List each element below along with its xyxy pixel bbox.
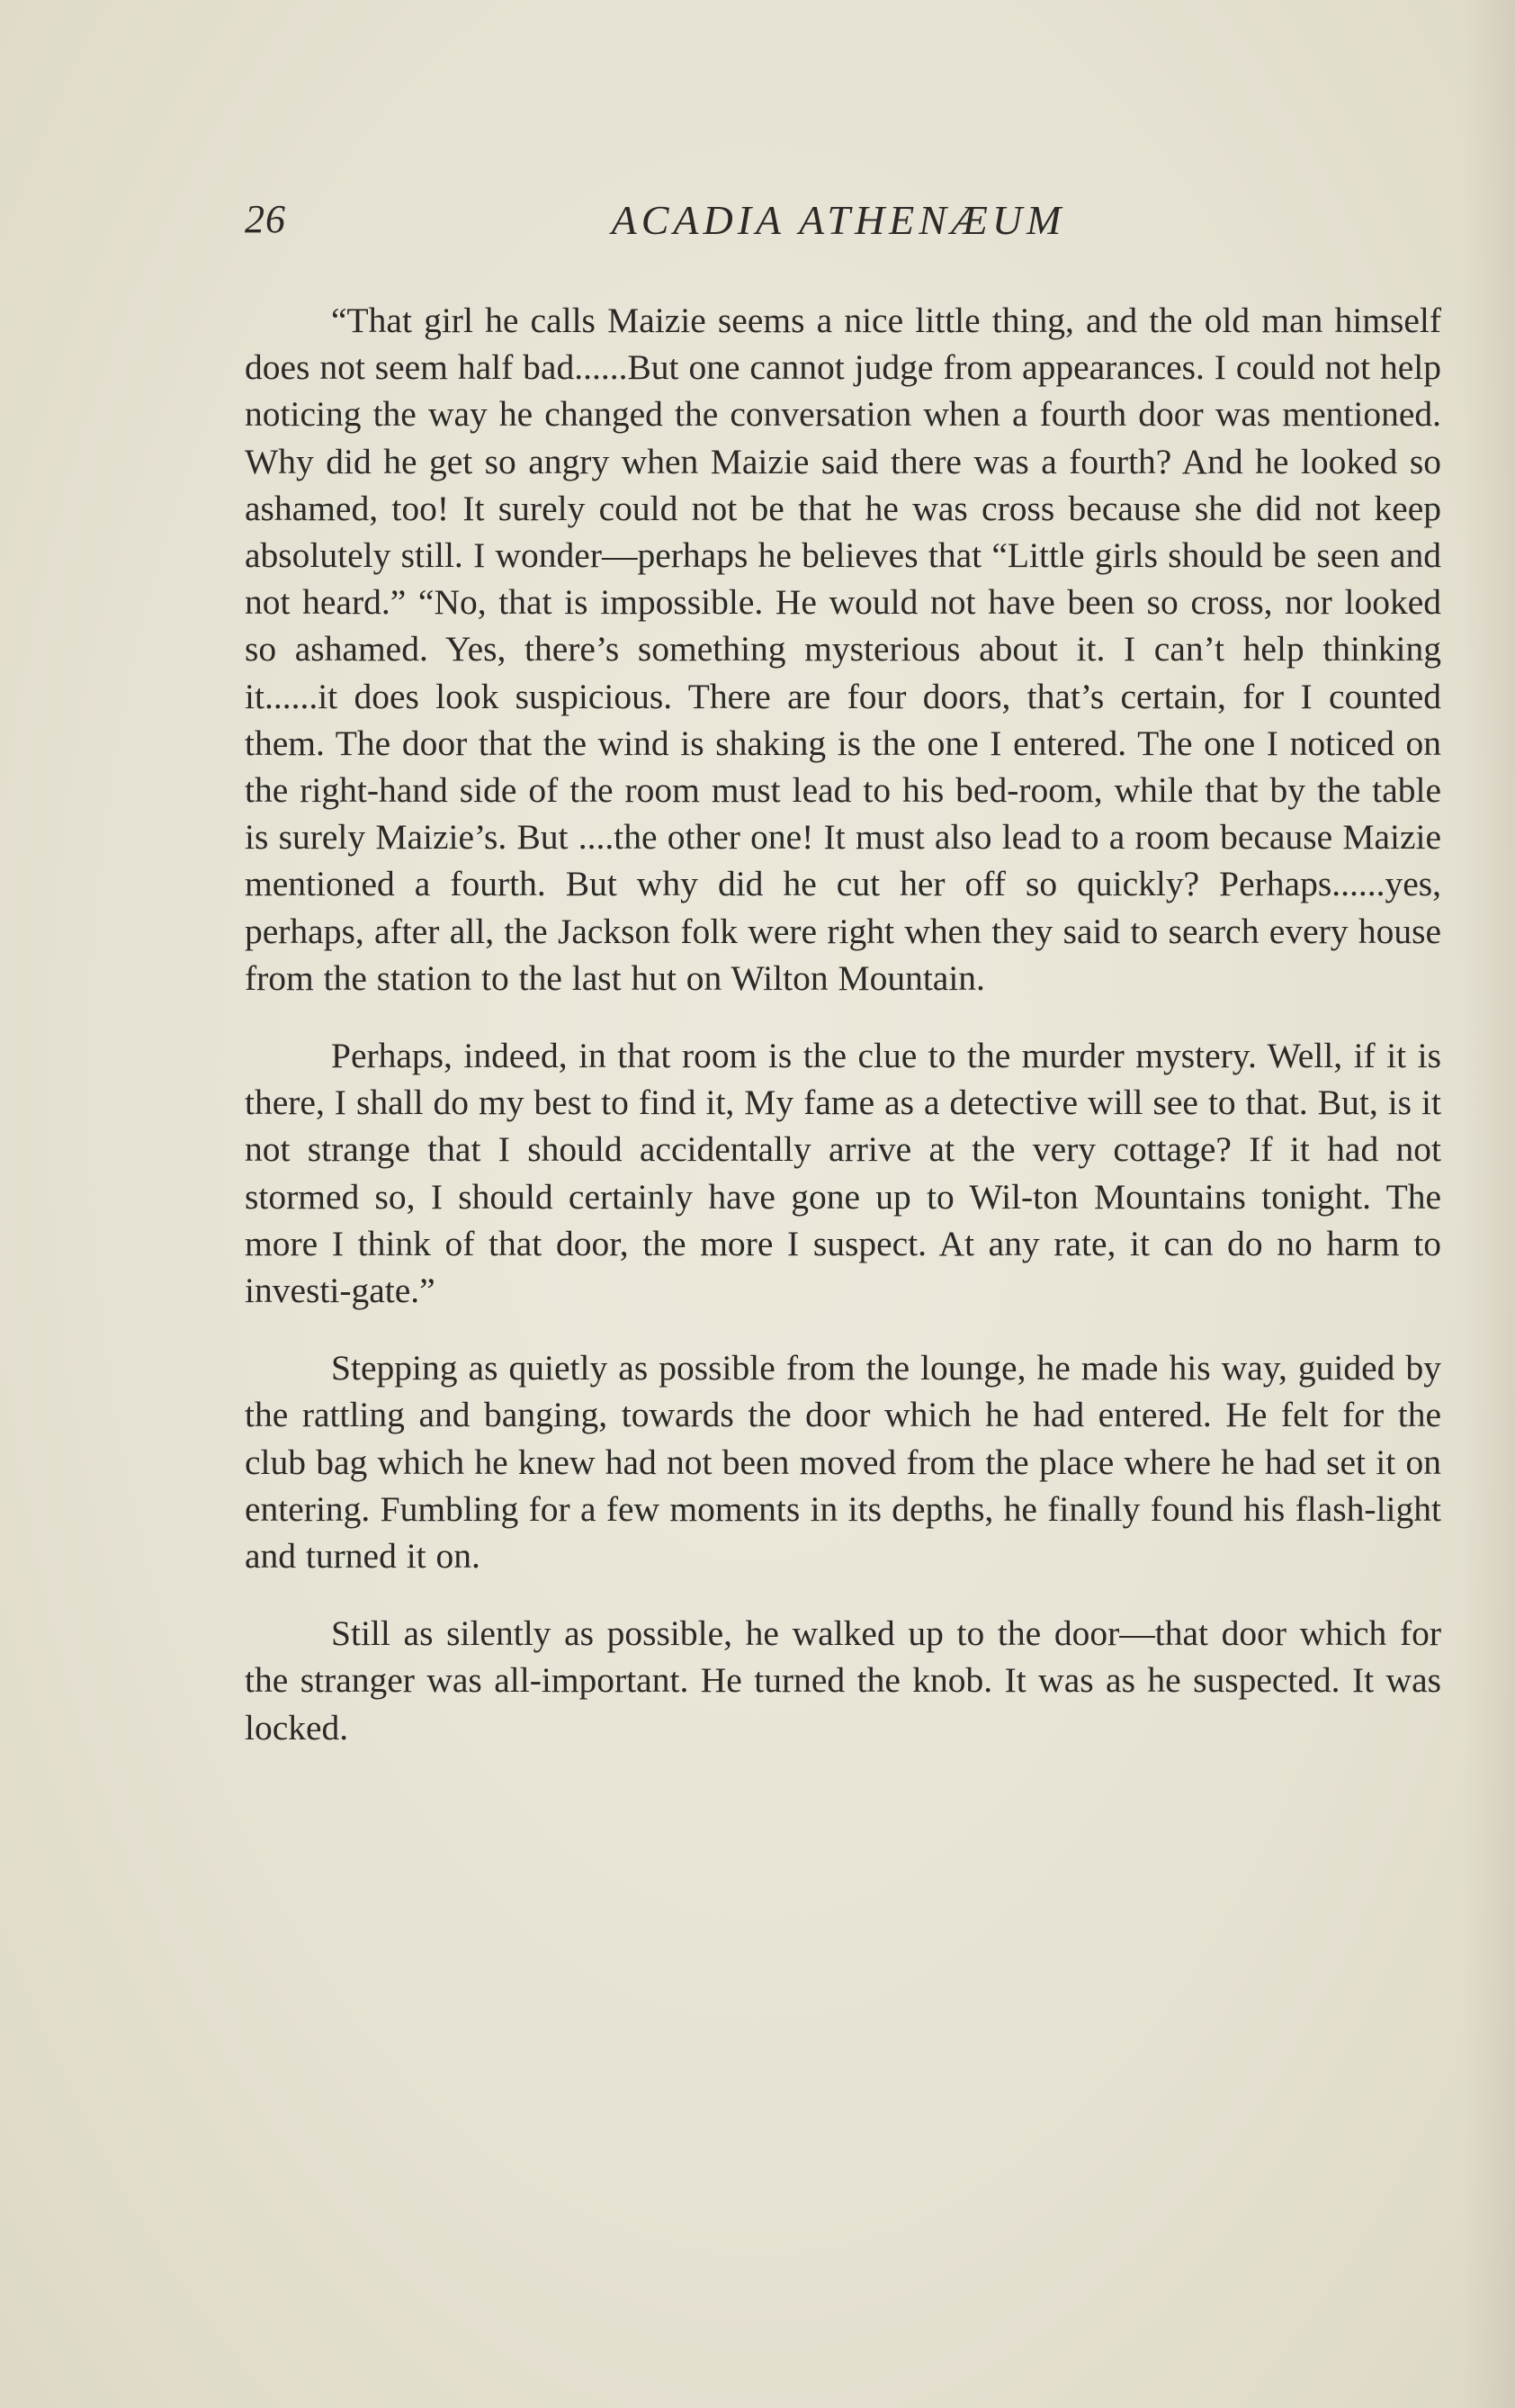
page-edge-shadow	[1461, 0, 1515, 2408]
paragraph-3: Stepping as quietly as possible from the lounge, he made his way, guided by the rattling and banging, towards the door which he had entered. He felt for the club bag which he knew had not been moved from the place where he had set it on entering. Fumbling for a few moments in its depths, he finally found his flash-light and turned it on.	[245, 1348, 1441, 1577]
page-header	[245, 196, 1441, 259]
paragraph-4: Still as silently as possible, he walked up to the door—that door which for the stranger was all-important. He turned the knob. It was as he suspected. It was locked.	[245, 1613, 1441, 1748]
running-head: ACADIA ATHENÆUM	[611, 197, 1066, 243]
body-text	[245, 297, 1441, 1751]
page-number: 26	[245, 197, 286, 241]
paragraph-1: “That girl he calls Maizie seems a nice little thing, and the old man himself does not seem half bad......But one cannot judge from appearances. I could not help noticing the way he changed the conversation when a fourth door was mentioned. Why did he get so angry when Maizie said there was a fourth? And he looked so ashamed, too! It surely could not be that he was cross because she did not keep absolutely still. I wonder—perhaps he believes that “Little girls should be seen and not heard.” “No, that is impossible. He would not have been so cross, nor looked so ashamed. Yes, there’s something mysterious about it. I can’t help thinking it......it does look suspicious. There are four doors, that’s certain, for I counted them. The door that the wind is shaking is the one I entered. The one I noticed on the right-hand side of the room must lead to his bed-room, while that by the table is surely Maizie’s. But ....the other one! It must also lead to a room because Maizie mentioned a fourth. But why did he cut her off so quickly? Perhaps......yes, perhaps, after all, the Jackson folk were right when they said to search every house from the station to the last hut on Wilton Mountain.	[245, 301, 1441, 998]
paragraph-2: Perhaps, indeed, in that room is the clue to the murder mystery. Well, if it is there, I shall do my best to find it, My fame as a detective will see to that. But, is it not strange that I should accidentally arrive at the very cottage? If it had not stormed so, I should certainly have gone up to Wil-ton Mountains tonight. The more I think of that door, the more I suspect. At any rate, it can do no harm to investi-gate.”	[245, 1036, 1441, 1311]
